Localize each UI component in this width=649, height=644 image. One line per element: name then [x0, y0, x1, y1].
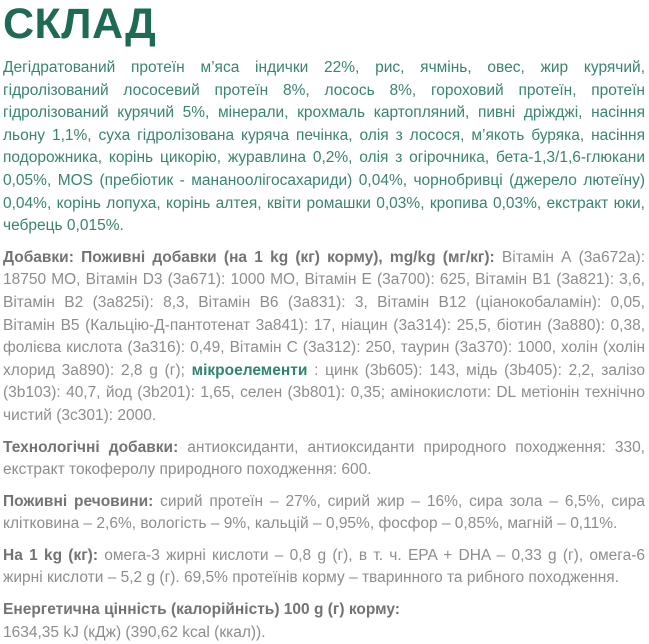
additives-paragraph: [3, 247, 645, 428]
energy-paragraph: [3, 599, 645, 644]
nutrients-text: сирий протеїн – 27%, сирий жир – 16%, сира зола – 6,5%, сира клітковина – 2,6%, вологість – 9%, кальцій – 0,95%, фосфор – 0,85%, магній – 0,11%.: [3, 492, 645, 533]
technological-additives-label: Технологічні добавки:: [3, 438, 188, 456]
per-kg-label: На 1 kg (кг):: [3, 546, 105, 564]
energy-label: Енергетична цінність (калорійність) 100 g (г) корму:: [3, 601, 400, 619]
page-title: СКЛАД: [3, 0, 157, 48]
additives-vitamins-text: Вітамін А (3a672a): 18750 МО, Вітамін D3 (3a671): 1000 МО, Вітамін Е (3a700): 625, Вітамін В1 (3a821): 3,6, Вітамін В2 (3a825i): 8,3, Вітамін В6 (3a831): 3, Вітамін В12 (ціанокобаламін): 0,05, Вітамін В5 (Кальцію-Д-пантотенат 3a841): 17, ніацин (3a314): 25,5, біотин (3a880): 0,38, фолієва кислота (3a316): 0,49, Вітамін С (3a312): 250, таурин (3a370): 1000, холін (холін хлорид 3a890): 2,8 g (г);: [3, 248, 646, 379]
additives-heading: Добавки: Поживні добавки (на 1 kg (кг) корму), mg/kg (мг/кг):: [3, 248, 502, 266]
trace-elements-text: : цинк (3b605): 143, мідь (3b405): 2,2, залізо (3b103): 40,7, йод (3b201): 1,65, селен (3b801): 0,35; амінокислоти: DL метіонін технічно чистий (3c301): 2000.: [3, 361, 645, 424]
energy-value: 1634,35 kJ (кДж) (390,62 kcal (ккал)).: [3, 623, 266, 641]
per-kg-text: омега-3 жирні кислоти – 0,8 g (г), в т. ч. EPA + DHA – 0,33 g (г), омега-6 жирні кислоти – 5,2 g (г). 69,5% протеїнів корму – тваринного та рибного походження.: [3, 546, 645, 587]
composition-text: Дегідратований протеїн м’яса індички 22%, рис, ячмінь, овес, жир курячий, гідролізований лососевий протеїн 8%, лосось 8%, гороховий протеїн, протеїн гідролізований курячий 5%, мінерали, крохмаль картопляний, пивні дріжджі, насіння льону 1,1%, суха гідролізована куряча печінка, олія з лосося, м’якоть буряка, насіння подорожника, корінь цикорію, журавлина 0,2%, олія з огірочника, бета-1,3/1,6-глюкани 0,05%, MOS (пребіотик - мананоолігосахариди) 0,04%, чорнобривці (джерело лютеїну) 0,04%, корінь лопуха, корінь алтея, квіти ромашки 0,03%, кропива 0,03%, екстракт юки, чебрець 0,015%.: [3, 59, 645, 235]
composition-paragraph: [3, 57, 645, 238]
nutrients-paragraph: [3, 491, 645, 536]
per-kg-paragraph: [3, 545, 645, 590]
technological-additives-text: антиоксиданти, антиоксиданти природного походження: 330, екстракт токоферолу природного походження: 600.: [3, 438, 645, 479]
nutrients-label: Поживні речовини:: [3, 492, 161, 510]
trace-elements-label: мікроелементи: [191, 361, 308, 379]
technological-additives-paragraph: [3, 437, 645, 482]
